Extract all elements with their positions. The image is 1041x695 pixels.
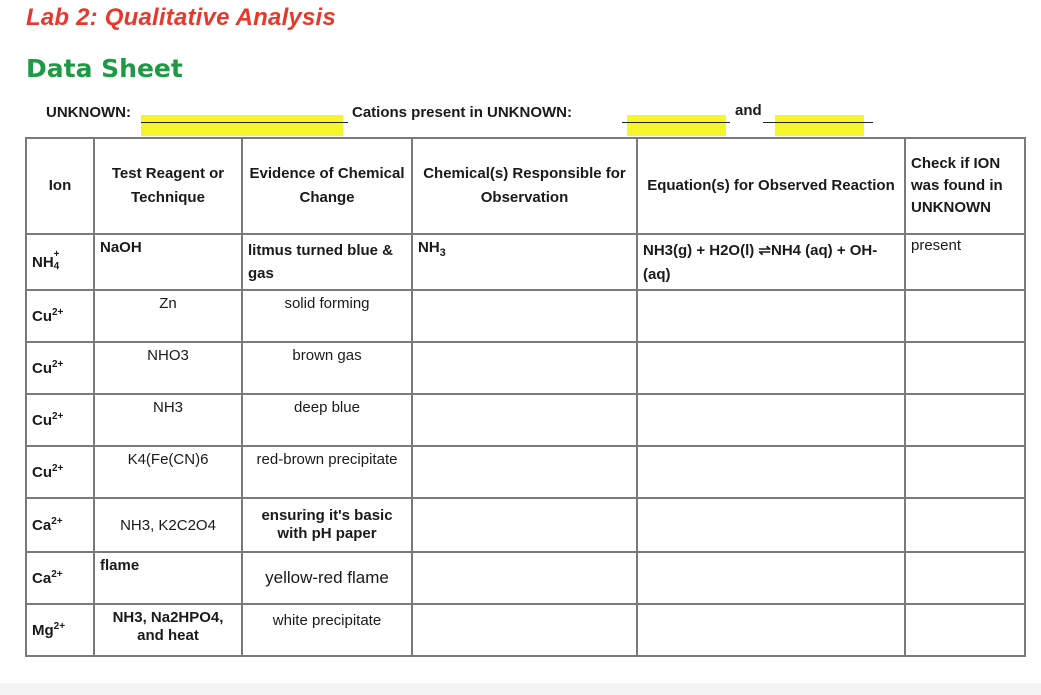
cations-label: Cations present in UNKNOWN: xyxy=(352,104,573,121)
check-cell xyxy=(905,290,1025,342)
header-reagent: Test Reagent or Technique xyxy=(94,138,242,234)
and-label: and xyxy=(735,102,762,119)
evidence-cell: yellow-red flame xyxy=(242,552,412,604)
chemical-cell xyxy=(412,446,637,498)
check-cell xyxy=(905,552,1025,604)
unknown-label: UNKNOWN: xyxy=(46,104,131,121)
check-cell: present xyxy=(905,234,1025,290)
chemical-cell xyxy=(412,604,637,656)
reagent-cell: NH3, Na2HPO4, and heat xyxy=(94,604,242,656)
table-row xyxy=(26,552,1025,604)
ion-charge: 2+ xyxy=(52,359,64,370)
table-row xyxy=(26,290,1025,342)
equation-cell xyxy=(637,342,905,394)
cation-1-underline xyxy=(622,122,730,123)
reagent-cell: NaOH xyxy=(94,234,242,290)
chemical-cell xyxy=(412,342,637,394)
ion-symbol: Ca xyxy=(32,570,52,587)
equation-cell xyxy=(637,290,905,342)
ion-charge: 2+ xyxy=(52,411,64,422)
header-ion: Ion xyxy=(26,138,94,234)
ion-cell xyxy=(26,234,94,290)
ion-charge: 2+ xyxy=(51,569,63,580)
equation-cell xyxy=(637,552,905,604)
table-row xyxy=(26,394,1025,446)
ion-subscript: 4 xyxy=(53,260,60,272)
evidence-cell: white precipitate xyxy=(242,604,412,656)
chemical-cell xyxy=(412,290,637,342)
table-row xyxy=(26,498,1025,552)
check-cell xyxy=(905,394,1025,446)
evidence-cell: deep blue xyxy=(242,394,412,446)
ion-symbol: Cu xyxy=(32,464,52,481)
header-check: Check if ION was found in UNKNOWN xyxy=(905,138,1025,234)
chemical-cell xyxy=(412,552,637,604)
header-evidence: Evidence of Chemical Change xyxy=(242,138,412,234)
chemical-cell xyxy=(412,498,637,552)
equation-cell xyxy=(637,604,905,656)
ion-symbol: NH xyxy=(32,253,54,271)
ion-charge: + xyxy=(53,248,60,260)
data-table xyxy=(25,137,1026,657)
check-cell xyxy=(905,342,1025,394)
reagent-cell: NH3 xyxy=(94,394,242,446)
ion-charge: 2+ xyxy=(51,516,63,527)
ion-symbol: Mg xyxy=(32,622,54,639)
ion-cell xyxy=(26,498,94,552)
ion-charge: 2+ xyxy=(52,463,64,474)
evidence-cell: brown gas xyxy=(242,342,412,394)
sheet-title: Data Sheet xyxy=(26,54,183,83)
reagent-cell: flame xyxy=(94,552,242,604)
check-cell xyxy=(905,498,1025,552)
equation-cell xyxy=(637,394,905,446)
ion-cell xyxy=(26,604,94,656)
evidence-cell: solid forming xyxy=(242,290,412,342)
ion-charge: 2+ xyxy=(52,307,64,318)
evidence-cell: red-brown precipitate xyxy=(242,446,412,498)
cation-2-highlight xyxy=(775,115,864,136)
ion-cell xyxy=(26,394,94,446)
ion-symbol: Cu xyxy=(32,360,52,377)
table-row xyxy=(26,342,1025,394)
ion-cell xyxy=(26,342,94,394)
reagent-cell: K4(Fe(CN)6 xyxy=(94,446,242,498)
ion-charge: 2+ xyxy=(53,621,66,632)
table-row xyxy=(26,446,1025,498)
equation-cell xyxy=(637,446,905,498)
equation-cell xyxy=(637,498,905,552)
page-bottom-band xyxy=(0,683,1041,695)
unknown-underline xyxy=(141,122,348,123)
reagent-cell: Zn xyxy=(94,290,242,342)
ion-symbol: Cu xyxy=(32,308,52,325)
ion-cell xyxy=(26,552,94,604)
reagent-cell: NHO3 xyxy=(94,342,242,394)
evidence-cell: ensuring it's basic with pH paper xyxy=(242,498,412,552)
header-chemicals: Chemical(s) Responsible for Observation xyxy=(412,138,637,234)
unknown-highlight xyxy=(141,115,343,136)
chemical-cell xyxy=(412,394,637,446)
table-row xyxy=(26,604,1025,656)
evidence-cell: litmus turned blue & gas xyxy=(242,234,412,290)
ion-cell xyxy=(26,290,94,342)
lab-title: Lab 2: Qualitative Analysis xyxy=(26,4,336,31)
check-cell xyxy=(905,446,1025,498)
check-cell xyxy=(905,604,1025,656)
chemical-subscript: 3 xyxy=(439,247,446,259)
ion-cell xyxy=(26,446,94,498)
cation-2-underline xyxy=(763,122,873,123)
ion-symbol: Ca xyxy=(32,517,52,534)
chemical-symbol: NH xyxy=(418,239,440,256)
header-equation: Equation(s) for Observed Reaction xyxy=(637,138,905,234)
table-row xyxy=(26,234,1025,290)
chemical-cell xyxy=(412,234,637,290)
reagent-cell: NH3, K2C2O4 xyxy=(94,498,242,552)
cation-1-highlight xyxy=(627,115,726,136)
equation-cell: NH3(g) + H2O(l) ⇌NH4 (aq) + OH-(aq) xyxy=(637,234,905,290)
ion-symbol: Cu xyxy=(32,412,52,429)
header-row xyxy=(26,138,1025,234)
